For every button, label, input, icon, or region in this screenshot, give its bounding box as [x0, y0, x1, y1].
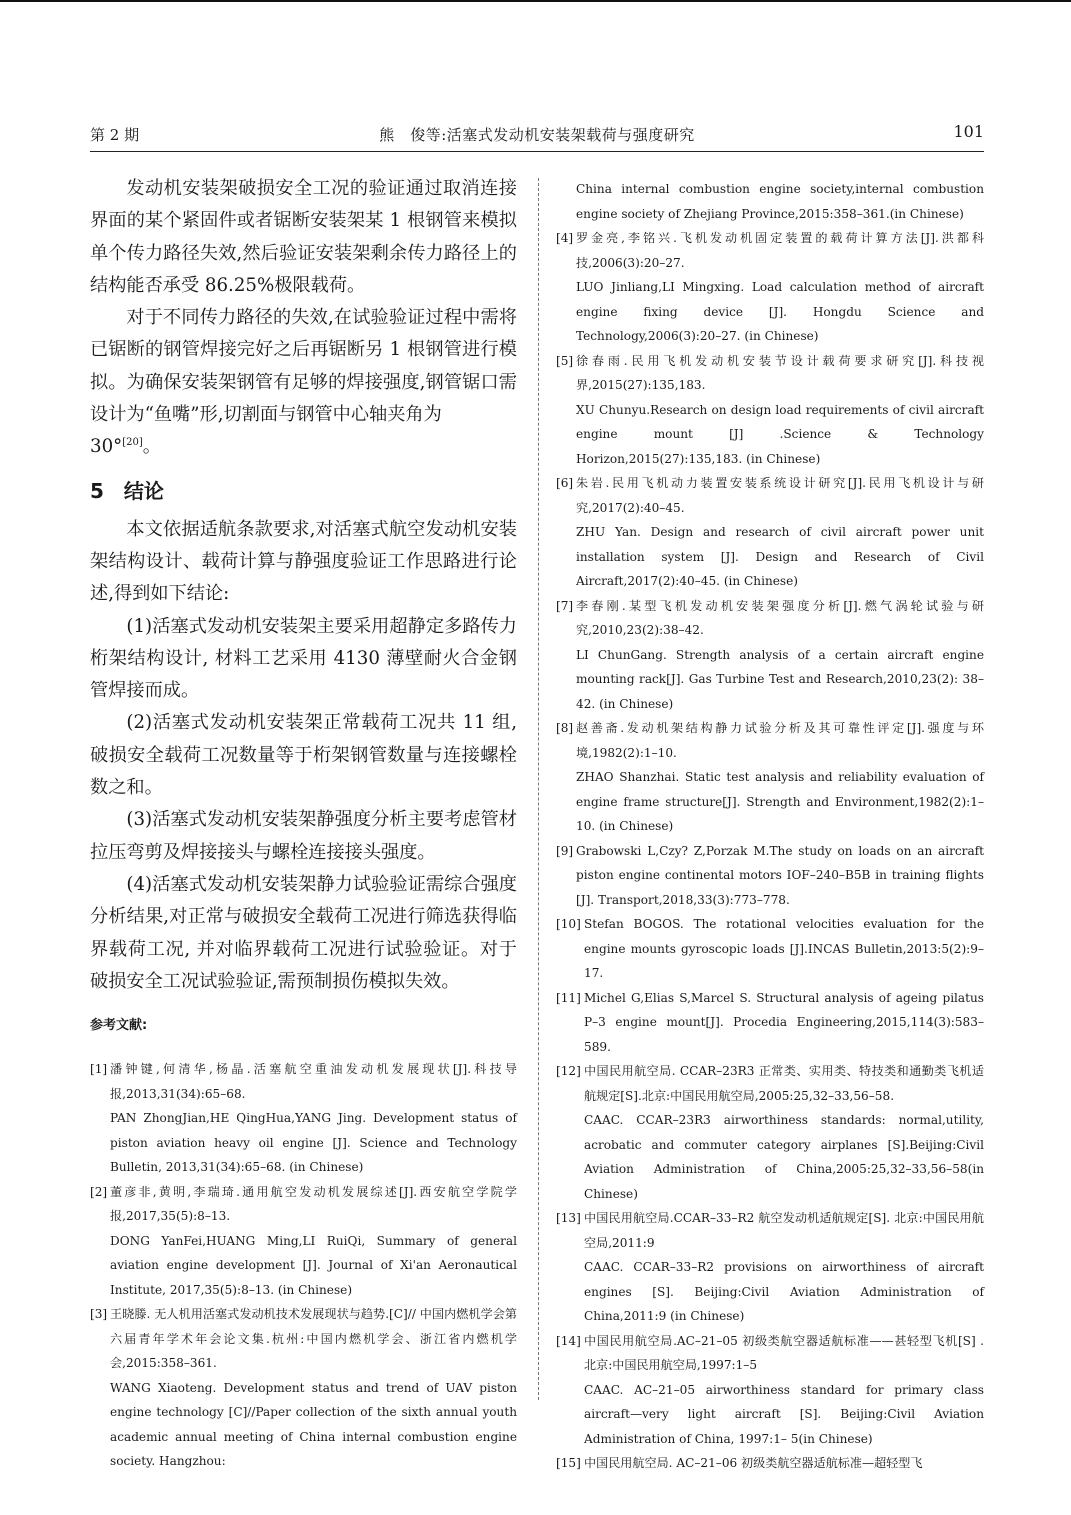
conclusion-item: (2)活塞式发动机安装架正常载荷工况共 11 组,破损安全载荷工况数量等于桁架钢管数量与连接螺栓数之和。 — [90, 712, 517, 799]
section-title: 结论 — [123, 478, 164, 503]
reference-item — [556, 349, 984, 472]
running-header — [90, 124, 984, 148]
reference-number: [8] — [556, 721, 574, 735]
issue-label: 第 2 期 — [90, 126, 140, 144]
conclusion-paragraph: 本文依据适航条款要求,对活塞式航空发动机安装架结构设计、载荷计算与静强度验证工作思路进行论述,得到如下结论: — [90, 518, 517, 605]
running-title: 熊 俊等:活塞式发动机安装架载荷与强度研究 — [379, 126, 695, 144]
right-column — [556, 177, 984, 1476]
reference-item — [556, 716, 984, 839]
body-paragraph — [90, 302, 517, 431]
reference-cn: 朱岩.民用飞机动力装置安装系统设计研究[J].民用飞机设计与研究,2017(2):40–45. — [576, 476, 984, 515]
reference-item — [556, 1451, 984, 1476]
reference-number: [1] — [90, 1062, 108, 1077]
column-divider — [538, 178, 539, 1400]
conclusion-item: (1)活塞式发动机安装架主要采用超静定多路传力桁架结构设计, 材料工艺采用 4130 薄壁耐火合金钢管焊接而成。 — [90, 615, 517, 702]
reference-en: LUO Jinliang,LI Mingxing. Load calculation method of aircraft engine fixing device [J]. Hongdu Science and Technology,2006(3):20–27. (in Chinese) — [576, 280, 984, 343]
top-border — [0, 0, 1071, 2]
references-heading: 参考文献: — [90, 1018, 148, 1034]
conclusion-item: (3)活塞式发动机安装架静强度分析主要考虑管材拉压弯剪及焊接接头与螺栓连接接头强度。 — [90, 809, 517, 863]
reference-text: Grabowski L,Czy? Z,Porzak M.The study on loads on an aircraft piston engine continental motors IOF–240–B5B in training flights [J]. Transport,2018,33(3):773–778. — [576, 843, 984, 907]
section-heading — [90, 476, 517, 506]
angle-value: 30° — [90, 436, 123, 458]
header-rule — [90, 151, 984, 152]
reference-cn: 中国民用航空局.AC–21–05 初级类航空器适航标准——甚轻型飞机[S] . 北京:中国民用航空局,1997:1–5 — [584, 1333, 984, 1372]
reference-en: LI ChunGang. Strength analysis of a certain aircraft engine mounting rack[J]. Gas Turbine Test and Research,2010,23(2): 38–42. (in Chinese) — [576, 647, 984, 711]
reference-number: [12] — [556, 1064, 581, 1078]
reference-number: [9] — [556, 843, 574, 858]
reference-en: CAAC. CCAR–33–R2 provisions on airworthiness of aircraft engines [S]. Beijing:Civil Aviation Administration of China,2011:9 (in Chinese) — [584, 1260, 984, 1323]
reference-en: PAN ZhongJian,HE QingHua,YANG Jing. Development status of piston aviation heavy oil engine [J]. Science and Technology Bulletin, 2013,31(34):65–68. (in Chinese) — [110, 1111, 517, 1175]
reference-item — [556, 471, 984, 594]
reference-en: WANG Xiaoteng. Development status and trend of UAV piston engine technology [C]//Paper collection of the sixth annual youth academic annual meeting of China internal combustion engine society. Hangzhou: — [110, 1380, 517, 1469]
angle-line — [90, 431, 517, 463]
reference-number: [6] — [556, 476, 574, 490]
reference-number: [5] — [556, 353, 574, 368]
reference-text: Michel G,Elias S,Marcel S. Structural analysis of ageing pilatus P–3 engine mount[J]. Procedia Engineering,2015,114(3):583–589. — [584, 990, 984, 1054]
reference-number: [4] — [556, 231, 574, 245]
reference-en: CAAC. AC–21–05 airworthiness standard for primary class aircraft—very light aircraft [S]. Beijing:Civil Aviation Administration of China, 1997:1– 5(in Chinese) — [584, 1382, 984, 1446]
reference-item — [90, 1057, 517, 1180]
reference-cn: 赵善斋.发动机架结构静力试验分析及其可靠性评定[J].强度与环境,1982(2):1–10. — [576, 721, 984, 760]
reference-number: [10] — [556, 917, 581, 931]
left-column — [90, 173, 517, 1474]
reference-item — [90, 1302, 517, 1474]
reference-item — [556, 839, 984, 913]
reference-cn: 罗金亮,李铭兴.飞机发动机固定装置的载荷计算方法[J].洪都科技,2006(3):20–27. — [576, 231, 984, 270]
reference-number: [13] — [556, 1211, 581, 1225]
reference-en: CAAC. CCAR–23R3 airworthiness standards: normal,utility, acrobatic and commuter category airplanes [S].Beijing:Civil Aviation Administration of China,2005:25,32–33,56–58(in Chinese) — [584, 1113, 984, 1201]
reference-en: ZHAO Shanzhai. Static test analysis and reliability evaluation of engine frame structure[J]. Strength and Environment,1982(2):1–10. (in Chinese) — [576, 770, 984, 833]
reference-item — [90, 1180, 517, 1303]
reference-number: [7] — [556, 598, 574, 613]
reference-item — [556, 1329, 984, 1452]
reference-item — [556, 986, 984, 1060]
reference-number: [14] — [556, 1333, 581, 1348]
reference-cn: 中国民用航空局. CCAR–23R3 正常类、实用类、特技类和通勤类飞机适航规定[S].北京:中国民用航空局,2005:25,32–33,56–58. — [584, 1064, 984, 1103]
body-paragraph: 发动机安装架破损安全工况的验证通过取消连接界面的某个紧固件或者锯断安装架某 1 根钢管来模拟单个传力路径失效,然后验证安装架剩余传力路径上的结构能否承受 86.25%极限载荷。 — [90, 178, 517, 296]
reference-en: DONG YanFei,HUANG Ming,LI RuiQi, Summary of general aviation engine development [J]. Journal of Xi'an Aeronautical Institute, 2017,35(5):8–13. (in Chinese) — [110, 1233, 517, 1297]
reference-number: [3] — [90, 1307, 108, 1322]
reference-item — [556, 1059, 984, 1206]
page-number: 101 — [953, 122, 984, 141]
section-number: 5 — [90, 478, 104, 503]
conclusion-item: (4)活塞式发动机安装架静力试验验证需综合强度分析结果,对正常与破损安全载荷工况进行筛选获得临界载荷工况, 并对临界载荷工况进行试验验证。对于破损安全工况试验验证,需预制损伤模拟失效。 — [90, 873, 517, 992]
reference-cn: 中国民用航空局.CCAR–33–R2 航空发动机适航规定[S]. 北京:中国民用航空局,2011:9 — [584, 1211, 984, 1250]
citation-ref: [20] — [122, 437, 143, 449]
reference-cn: 李春刚.某型飞机发动机安装架强度分析[J].燃气涡轮试验与研究,2010,23(2):38–42. — [576, 598, 984, 637]
reference-cn: 董彦非,黄明,李瑞琦.通用航空发动机发展综述[J].西安航空学院学报,2017,35(5):8–13. — [110, 1184, 517, 1224]
reference-cn: 徐春雨.民用飞机发动机安装节设计载荷要求研究[J].科技视界,2015(27):135,183. — [576, 353, 984, 392]
reference-number: [15] — [556, 1456, 581, 1470]
paragraph-text: 对于不同传力路径的失效,在试验验证过程中需将已锯断的钢管焊接完好之后再锯断另 1 根钢管进行模拟。为确保安装架钢管有足够的焊接强度,钢管锯口需设计为“鱼嘴”形,切割面与钢管中心轴夹角为 — [90, 307, 517, 426]
reference-cn: 潘钟键,何清华,杨晶.活塞航空重油发动机发展现状[J].科技导报,2013,31(34):65–68. — [110, 1062, 517, 1101]
sentence-end: 。 — [142, 436, 161, 458]
reference-continuation: China internal combustion engine society,internal combustion engine society of Zhejiang Province,2015:358–361.(in Chinese) — [576, 182, 984, 221]
reference-number: [11] — [556, 990, 581, 1005]
reference-item — [556, 594, 984, 717]
reference-text: 中国民用航空局. AC–21–06 初级类航空器适航标准—超轻型飞 — [584, 1456, 923, 1470]
reference-text: Stefan BOGOS. The rotational velocities evaluation for the engine mounts gyroscopic loads [J].INCAS Bulletin,2013:5(2):9–17. — [584, 917, 984, 980]
reference-item — [556, 912, 984, 986]
reference-en: ZHU Yan. Design and research of civil aircraft power unit installation system [J]. Design and Research of Civil Aircraft,2017(2):40–45. (in Chinese) — [576, 525, 984, 588]
reference-item — [556, 226, 984, 349]
reference-number: [2] — [90, 1184, 108, 1199]
reference-en: XU Chunyu.Research on design load requirements of civil aircraft engine mount [J] .Science & Technology Horizon,2015(27):135,183. (in Chinese) — [576, 402, 984, 466]
reference-cn: 王晓滕. 无人机用活塞式发动机技术发展现状与趋势.[C]// 中国内燃机学会第六届青年学术年会论文集.杭州:中国内燃机学会、浙江省内燃机学会,2015:358–361. — [110, 1307, 517, 1371]
reference-item — [556, 1206, 984, 1329]
